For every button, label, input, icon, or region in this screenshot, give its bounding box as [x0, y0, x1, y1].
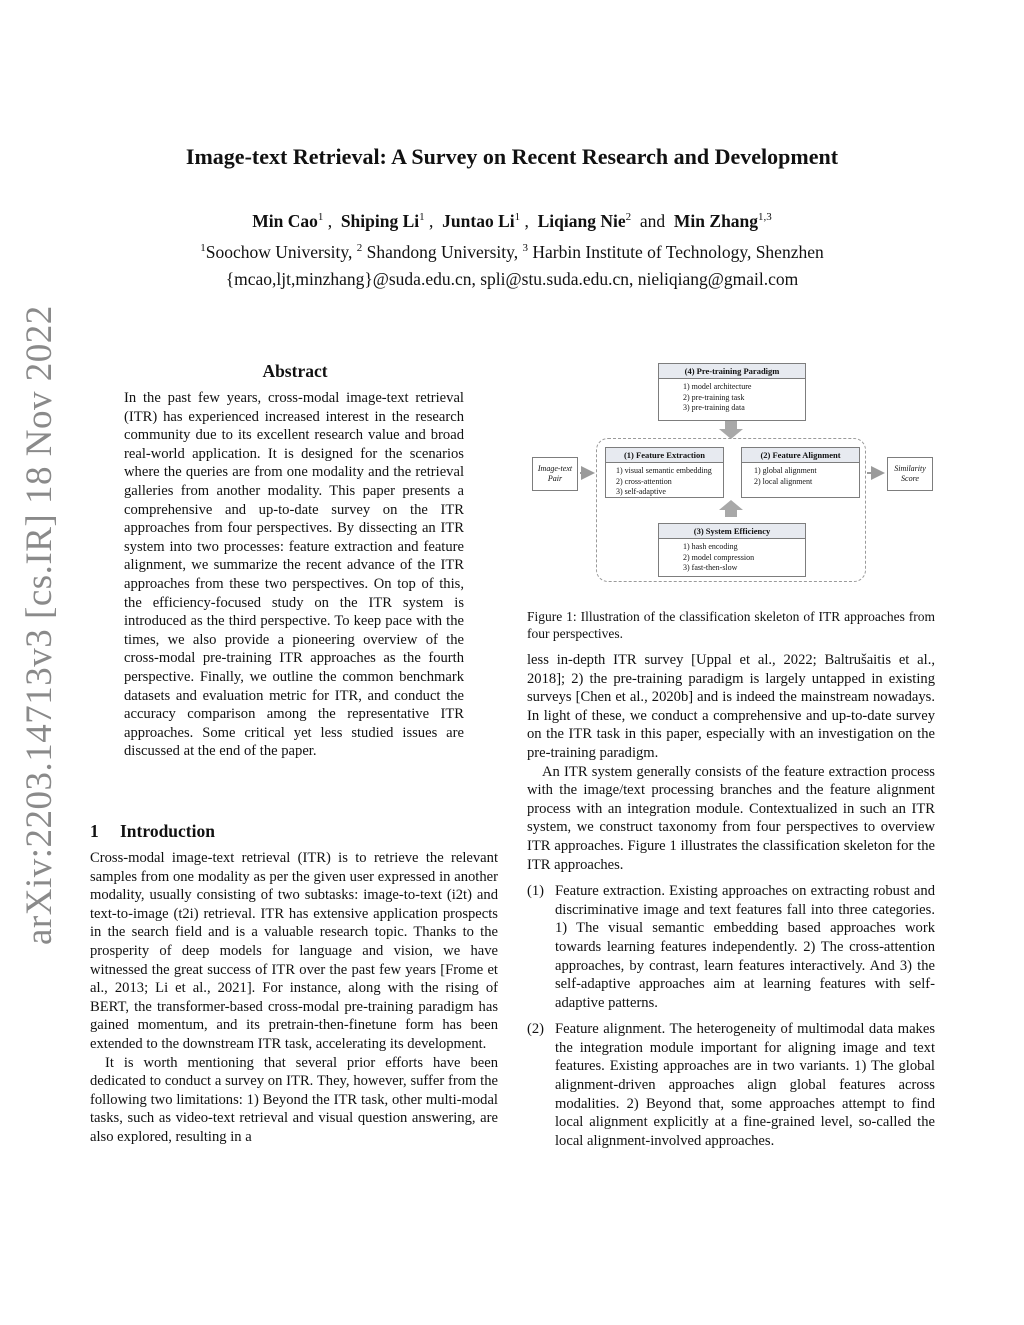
author-name: Juntao Li — [442, 211, 515, 231]
author-name: Min Zhang — [673, 211, 759, 231]
author-name: Min Cao — [252, 211, 318, 231]
author-name: Liqiang Nie — [537, 211, 626, 231]
paragraph: An ITR system generally consists of the feature extraction process with the image/text processing branches and the feature alignment process with an integration module. Contextualized in such an ITR system, we construct taxonomy from four perspectives to overview ITR approaches. Figure 1 illustrates the classification skeleton for the ITR approaches. — [527, 763, 935, 873]
author-list: Min Cao$^1$ , Shiping Li$^1$ , Juntao Li$^1$ , Liqiang Nie$^2$ and Min Zhang$^{1,3}$ — [252, 211, 772, 231]
image-text-pair-box: Image-text Pair — [532, 457, 578, 491]
paragraph: Cross-modal image-text retrieval (ITR) is to retrieve the relevant samples from one modality as per the given user expressed in another modality, usually consisting of two subtasks: image-to-text (i2t) and text-to-image (t2i) retrieval. ITR has extensive application prospects in the search field and is a valuable research topic. Thanks to the prosperity of deep models for language and vision, we have witnessed the great success of ITR over the past few years [Frome et al., 2013; Li et al., 2021]. For instance, along with the rising of BERT, the transformer-based cross-modal pre-training paradigm has gained momentum, and its pretrain-then-finetune form has been extended to the downstream ITR task, accelerating its development. — [90, 850, 498, 1052]
abstract-text: In the past few years, cross-modal image-text retrieval (ITR) has experienced increased interest in the research community due to its excellent research value and broad real-world application. It is designed for the scenarios where the queries are from one modality and the retrieval galleries from another modality. This paper presents a comprehensive and up-to-date survey on the ITR approaches from four perspectives. By dissecting an ITR system into two processes: feature extraction and feature alignment, we summarize the recent advance of the ITR approaches from these two perspectives. On top of this, the efficiency-focused study on the ITR system is introduced as the third perspective. To keep pace with the times, we also provide a pioneering overview of the cross-modal pre-training ITR approaches as the fourth perspective. Finally, we outline the common benchmark datasets and evaluation metric for ITR, and conduct the accuracy comparison among the representative ITR approaches. Some critical yet less studied issues are discussed at the end of the paper. — [124, 390, 464, 760]
list-item: (1) Feature extraction. Existing approaches on extracting robust and discriminative image and text features fall into three categories. 1) The visual semantic embedding based approaches work towards learning features independently. 2) The cross-attention approaches, by contrast, learn features interactively. And 3) the self-adaptive approaches aim at learning features with self-adaptive patterns. — [527, 883, 935, 1011]
box-feature-extraction: (1) Feature Extraction 1) visual semantic embedding 2) cross-attention 3) self-adaptive — [605, 447, 724, 498]
arrow-down-icon — [719, 421, 743, 439]
paragraph: It is worth mentioning that several prior efforts have been dedicated to conduct a survey on ITR. They, however, suffer from the following two limitations: 1) Beyond the ITR task, other multi-modal tasks, such as video-text retrieval and visual question answering, are also explored, resulting in a — [90, 1054, 498, 1145]
affiliation: Shandong University, — [366, 242, 519, 262]
section-number: 1 — [90, 821, 99, 841]
paragraph: less in-depth ITR survey [Uppal et al., 2022; Baltrušaitis et al., 2018]; 2) the pre-training paradigm is largely untapped in existing surveys [Chen et al., 2020b] and is indeed the mainstream nowadays. In light of these, we conduct a comprehensive and up-to-date survey on the ITR task in this paper, especially with an investigation on the pre-training paradigm. — [527, 652, 935, 761]
figure-1 — [527, 359, 935, 584]
similarity-score-box: Similarity Score — [887, 457, 933, 491]
arxiv-identifier: arXiv:2203.14713v3 [cs.IR] 18 Nov 2022 — [19, 305, 60, 945]
abstract-heading: Abstract — [262, 361, 328, 381]
paper-title: Image-text Retrieval: A Survey on Recent Research and Development — [185, 144, 839, 169]
right-column-body — [527, 651, 935, 1150]
figure-caption: Figure 1: Illustration of the classification skeleton of ITR approaches from four perspectives. — [527, 609, 935, 641]
author-name: Shiping Li — [340, 211, 420, 231]
section-heading — [90, 821, 215, 842]
list-item: (2) Feature alignment. The heterogeneity of multimodal data makes the integration module important for aligning image and text features. Existing approaches are in two variants. 1) The global alignment-driven approaches align global features across modalities. 2) Beyond that, some approaches attempt to find local alignment explicitly at a fine-grained level, so-called the local alignment-involved approaches. — [527, 1021, 935, 1149]
affiliation-list: $^1$Soochow University, $^2$ Shandong University, $^3$ Harbin Institute of Technology, Shenzhen — [200, 242, 824, 262]
affiliation: Harbin Institute of Technology, Shenzhen — [532, 242, 824, 262]
box-feature-alignment: (2) Feature Alignment 1) global alignment 2) local alignment — [741, 447, 860, 498]
intro-body — [90, 849, 498, 1147]
affiliation: Soochow University, — [205, 242, 353, 262]
box-pre-training-paradigm: (4) Pre-training Paradigm 1) model architecture 2) pre-training task 3) pre-training data — [658, 363, 806, 421]
author-emails: {mcao,ljt,minzhang}@suda.edu.cn, spli@stu.suda.edu.cn, nieliqiang@gmail.com — [225, 269, 799, 289]
box-system-efficiency: (3) System Efficiency 1) hash encoding 2) model compression 3) fast-then-slow — [658, 523, 806, 577]
section-title: Introduction — [120, 821, 215, 841]
